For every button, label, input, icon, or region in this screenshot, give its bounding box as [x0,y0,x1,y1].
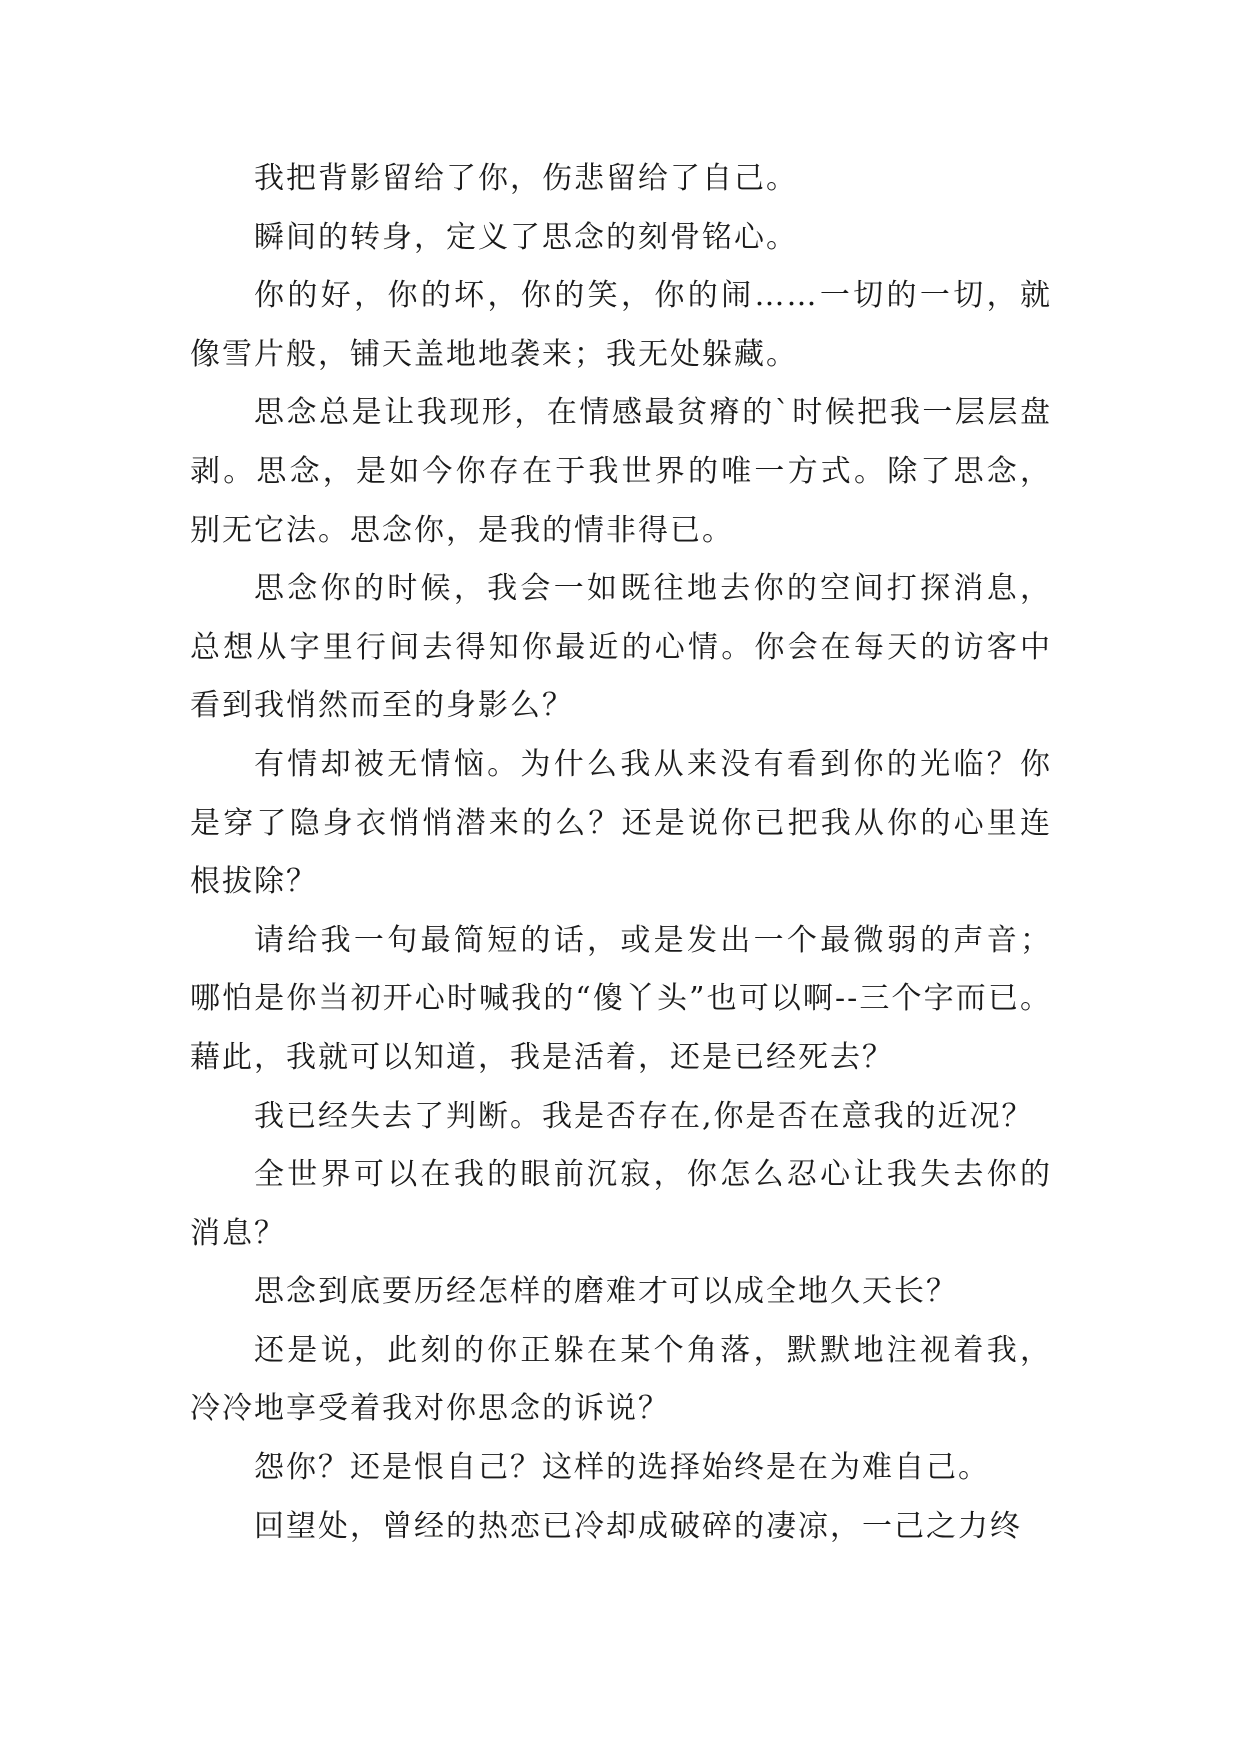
paragraph-4: 思念总是让我现形，在情感最贫瘠的`时候把我一层层盘剥。思念，是如今你存在于我世界的唯一方式。除了思念，别无它法。思念你，是我的情非得已。 [190,395,1052,548]
paragraph-1: 我把背影留给了你，伤悲留给了自己。 [254,161,798,196]
paragraph-13: 回望处，曾经的热恋已冷却成破碎的凄凉，一己之力终 [254,1508,1022,1544]
paragraph-5: 思念你的时候，我会一如既往地去你的空间打探消息，总想从字里行间去得知你最近的心情。你会在每天的访客中看到我悄然而至的身影么？ [190,571,1052,724]
paragraph-7: 请给我一句最简短的话，或是发出一个最微弱的声音；哪怕是你当初开心时喊我的“傻丫头”也可以啊--三个字而已。藉此，我就可以知道，我是活着，还是已经死去？ [190,922,1052,1075]
paragraph-2: 瞬间的转身，定义了思念的刻骨铭心。 [254,219,798,255]
paragraph-11: 还是说，此刻的你正躲在某个角落，默默地注视着我，冷冷地享受着我对你思念的诉说？ [190,1332,1052,1427]
paragraph-3: 你的好，你的坏，你的笑，你的闹……一切的一切，就像雪片般，铺天盖地地袭来；我无处躲藏。 [190,278,1052,372]
paragraph-10: 思念到底要历经怎样的磨难才可以成全地久天长？ [254,1274,958,1310]
paragraph-6: 有情却被无情恼。为什么我从来没有看到你的光临？你是穿了隐身衣悄悄潜来的么？还是说你已把我从你的心里连根拔除？ [190,746,1052,900]
paragraph-12: 怨你？还是恨自己？这样的选择始终是在为难自己。 [254,1450,990,1486]
paragraph-9: 全世界可以在我的眼前沉寂，你怎么忍心让我失去你的消息？ [190,1157,1052,1251]
paragraph-8: 我已经失去了判断。我是否存在,你是否在意我的近况？ [254,1098,1034,1134]
document-page [190,150,1052,1556]
